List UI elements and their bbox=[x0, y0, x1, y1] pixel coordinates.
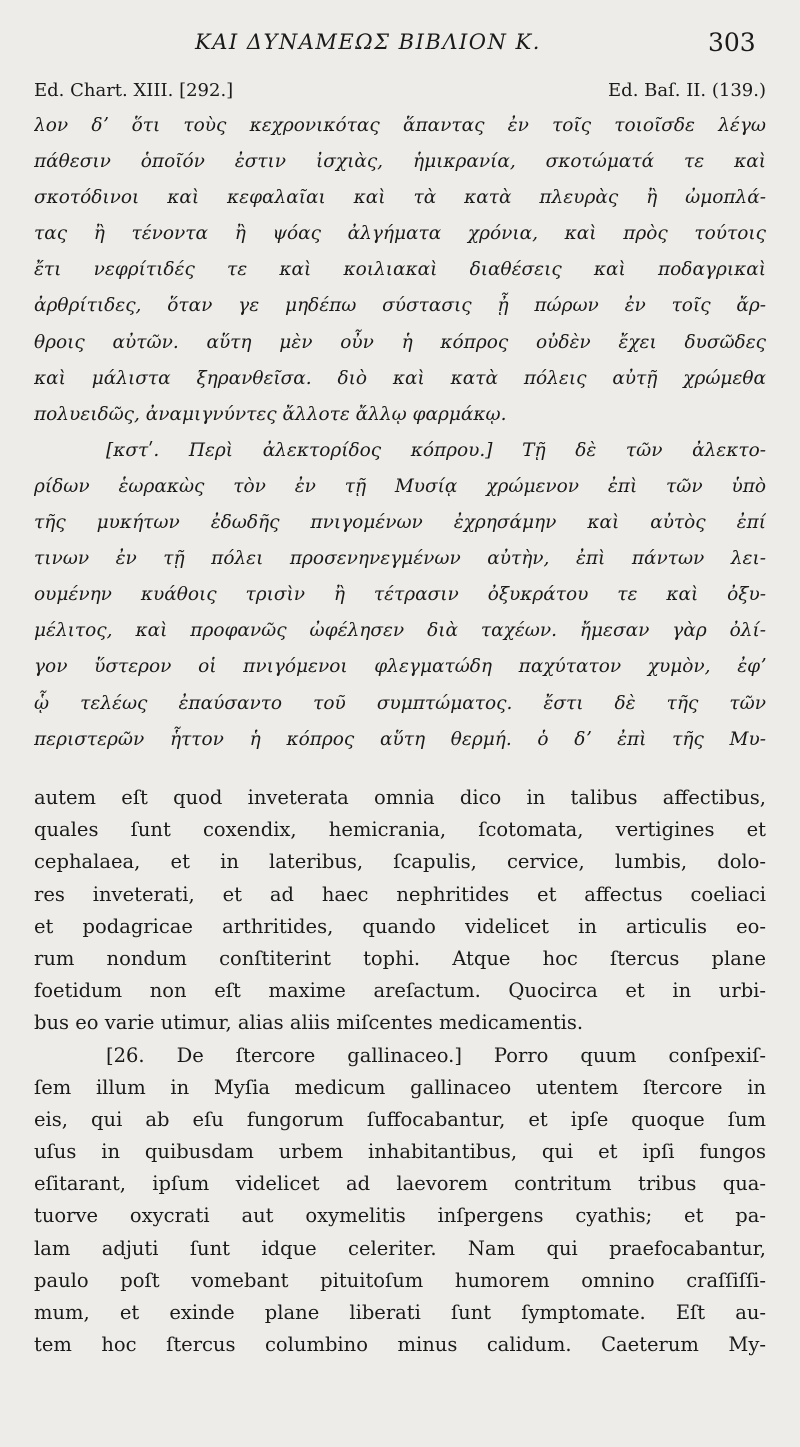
greek-line: καὶ μάλιστα ξηρανθεῖσα. διὸ καὶ κατὰ πόλεις αὐτῇ χρώμεθα bbox=[34, 367, 766, 389]
latin-line: tem hoc ſtercus columbino minus calidum. Caeterum My- bbox=[34, 1333, 766, 1357]
greek-line: λον δʼ ὅτι τοὺς κεχρονικότας ἅπαντας ἐν τοῖς τοιοῖσδε λέγω bbox=[34, 115, 766, 136]
greek-line: πολυειδῶς, ἀναμιγνύντες ἄλλοτε ἄλλῳ φαρμάκῳ. bbox=[34, 403, 507, 425]
page-number: 303 bbox=[708, 28, 756, 57]
latin-line: paulo poſt vomebant pituitoſum humorem omnino craſſiſſi- bbox=[34, 1268, 766, 1292]
latin-line: eſitarant, ipſum videlicet ad laevorem contritum tribus qua- bbox=[34, 1172, 766, 1196]
edition-basel: Ed. Baſ. II. (139.) bbox=[608, 80, 766, 101]
greek-line: γον ὕστερον οἱ πνιγόμενοι φλεγματώδη παχύτατον χυμὸν, ἐφʼ bbox=[34, 656, 766, 678]
greek-line: ἀρθρίτιδες, ὅταν γε μηδέπω σύστασις ᾖ πώρων ἐν τοῖς ἄρ- bbox=[34, 295, 766, 317]
latin-line: bus eo varie utimur, alias aliis miſcentes medicamentis. bbox=[34, 1011, 584, 1035]
greek-text-block bbox=[34, 108, 766, 758]
greek-line: τῆς μυκήτων ἐδωδῆς πνιγομένων ἐχρησάμην καὶ αὐτὸς ἐπί bbox=[34, 512, 766, 534]
latin-line: ſem illum in Myſia medicum gallinaceo utentem ſtercore in bbox=[34, 1075, 766, 1099]
latin-line: autem eſt quod inveterata omnia dico in talibus affectibus, bbox=[34, 786, 766, 809]
greek-line: ουμένην κυάθοις τρισὶν ἢ τέτρασιν ὀξυκράτου τε καὶ ὀξυ- bbox=[34, 584, 766, 606]
latin-line: lam adjuti ſunt idque celeriter. Nam qui praefocabantur, bbox=[34, 1236, 766, 1260]
greek-line: ρίδων ἑωρακὼς τὸν ἐν τῇ Μυσίᾳ χρώμενον ἐπὶ τῶν ὑπὸ bbox=[34, 475, 766, 497]
edition-line bbox=[34, 80, 766, 110]
greek-line: περιστερῶν ἧττον ἡ κόπρος αὕτη θερμή. ὁ δʼ ἐπὶ τῆς Μυ- bbox=[34, 728, 766, 750]
latin-text-block bbox=[34, 782, 766, 1361]
latin-line: cephalaea, et in lateribus, ſcapulis, cervice, lumbis, dolo- bbox=[34, 850, 766, 874]
greek-line: τινων ἐν τῇ πόλει προσενηνεγμένων αὐτὴν, ἐπὶ πάντων λει- bbox=[34, 548, 766, 570]
latin-line: uſus in quibusdam urbem inhabitantibus, qui et ipſi fungos bbox=[34, 1140, 766, 1164]
greek-line: πάθεσιν ὁποῖόν ἐστιν ἰσχιὰς, ἡμικρανία, σκοτώματά τε καὶ bbox=[34, 151, 766, 173]
running-head bbox=[0, 30, 800, 66]
latin-line: mum, et exinde plane liberati ſunt ſymptomate. Eſt au- bbox=[34, 1301, 766, 1324]
greek-line: ἔτι νεφρίτιδές τε καὶ κοιλιακαὶ διαθέσεις καὶ ποδαγρικαὶ bbox=[34, 259, 766, 281]
running-head-title: ΚΑΙ ΔΥΝΑΜΕΩΣ ΒΙΒΛΙΟΝ Κ. bbox=[195, 30, 541, 54]
latin-line: et podagricae arthritides, quando videlicet in articulis eo- bbox=[34, 914, 766, 938]
edition-chartier: Ed. Chart. XIII. [292.] bbox=[34, 80, 234, 101]
latin-line: res inveterati, et ad haec nephritides et affectus coeliaci bbox=[34, 882, 766, 906]
greek-section-heading-line: [κστʹ. Περὶ ἀλεκτορίδος κόπρου.] Τῇ δὲ τῶν ἀλεκτο- bbox=[106, 439, 766, 461]
latin-line: tuorve oxycrati aut oxymelitis inſpergens cyathis; et pa- bbox=[34, 1204, 766, 1228]
latin-line: rum nondum conſtiterint tophi. Atque hoc ſtercus plane bbox=[34, 946, 766, 970]
greek-line: τας ἢ τένοντα ἢ ψόας ἀλγήματα χρόνια, καὶ πρὸς τούτοις bbox=[34, 223, 766, 245]
greek-line: θροις αὐτῶν. αὕτη μὲν οὖν ἡ κόπρος οὐδὲν ἔχει δυσῶδες bbox=[34, 331, 766, 353]
latin-line: quales ſunt coxendix, hemicrania, ſcotomata, vertigines et bbox=[34, 818, 766, 842]
latin-section-heading-line: [26. De ſtercore gallinaceo.] Porro quum conſpexiſ- bbox=[106, 1043, 766, 1067]
greek-line: μέλιτος, καὶ προφανῶς ὠφέλησεν διὰ ταχέων. ἤμεσαν γὰρ ὀλί- bbox=[34, 620, 766, 642]
greek-line: σκοτόδινοι καὶ κεφαλαῖαι καὶ τὰ κατὰ πλευρὰς ἢ ὠμοπλά- bbox=[34, 187, 766, 209]
latin-line: foetidum non eſt maxime areſactum. Quocirca et in urbi- bbox=[34, 979, 766, 1003]
greek-line: ᾧ τελέως ἐπαύσαντο τοῦ συμπτώματος. ἔστι δὲ τῆς τῶν bbox=[34, 692, 766, 714]
latin-line: eis, qui ab eſu fungorum ſuffocabantur, et ipſe quoque ſum bbox=[34, 1107, 766, 1131]
